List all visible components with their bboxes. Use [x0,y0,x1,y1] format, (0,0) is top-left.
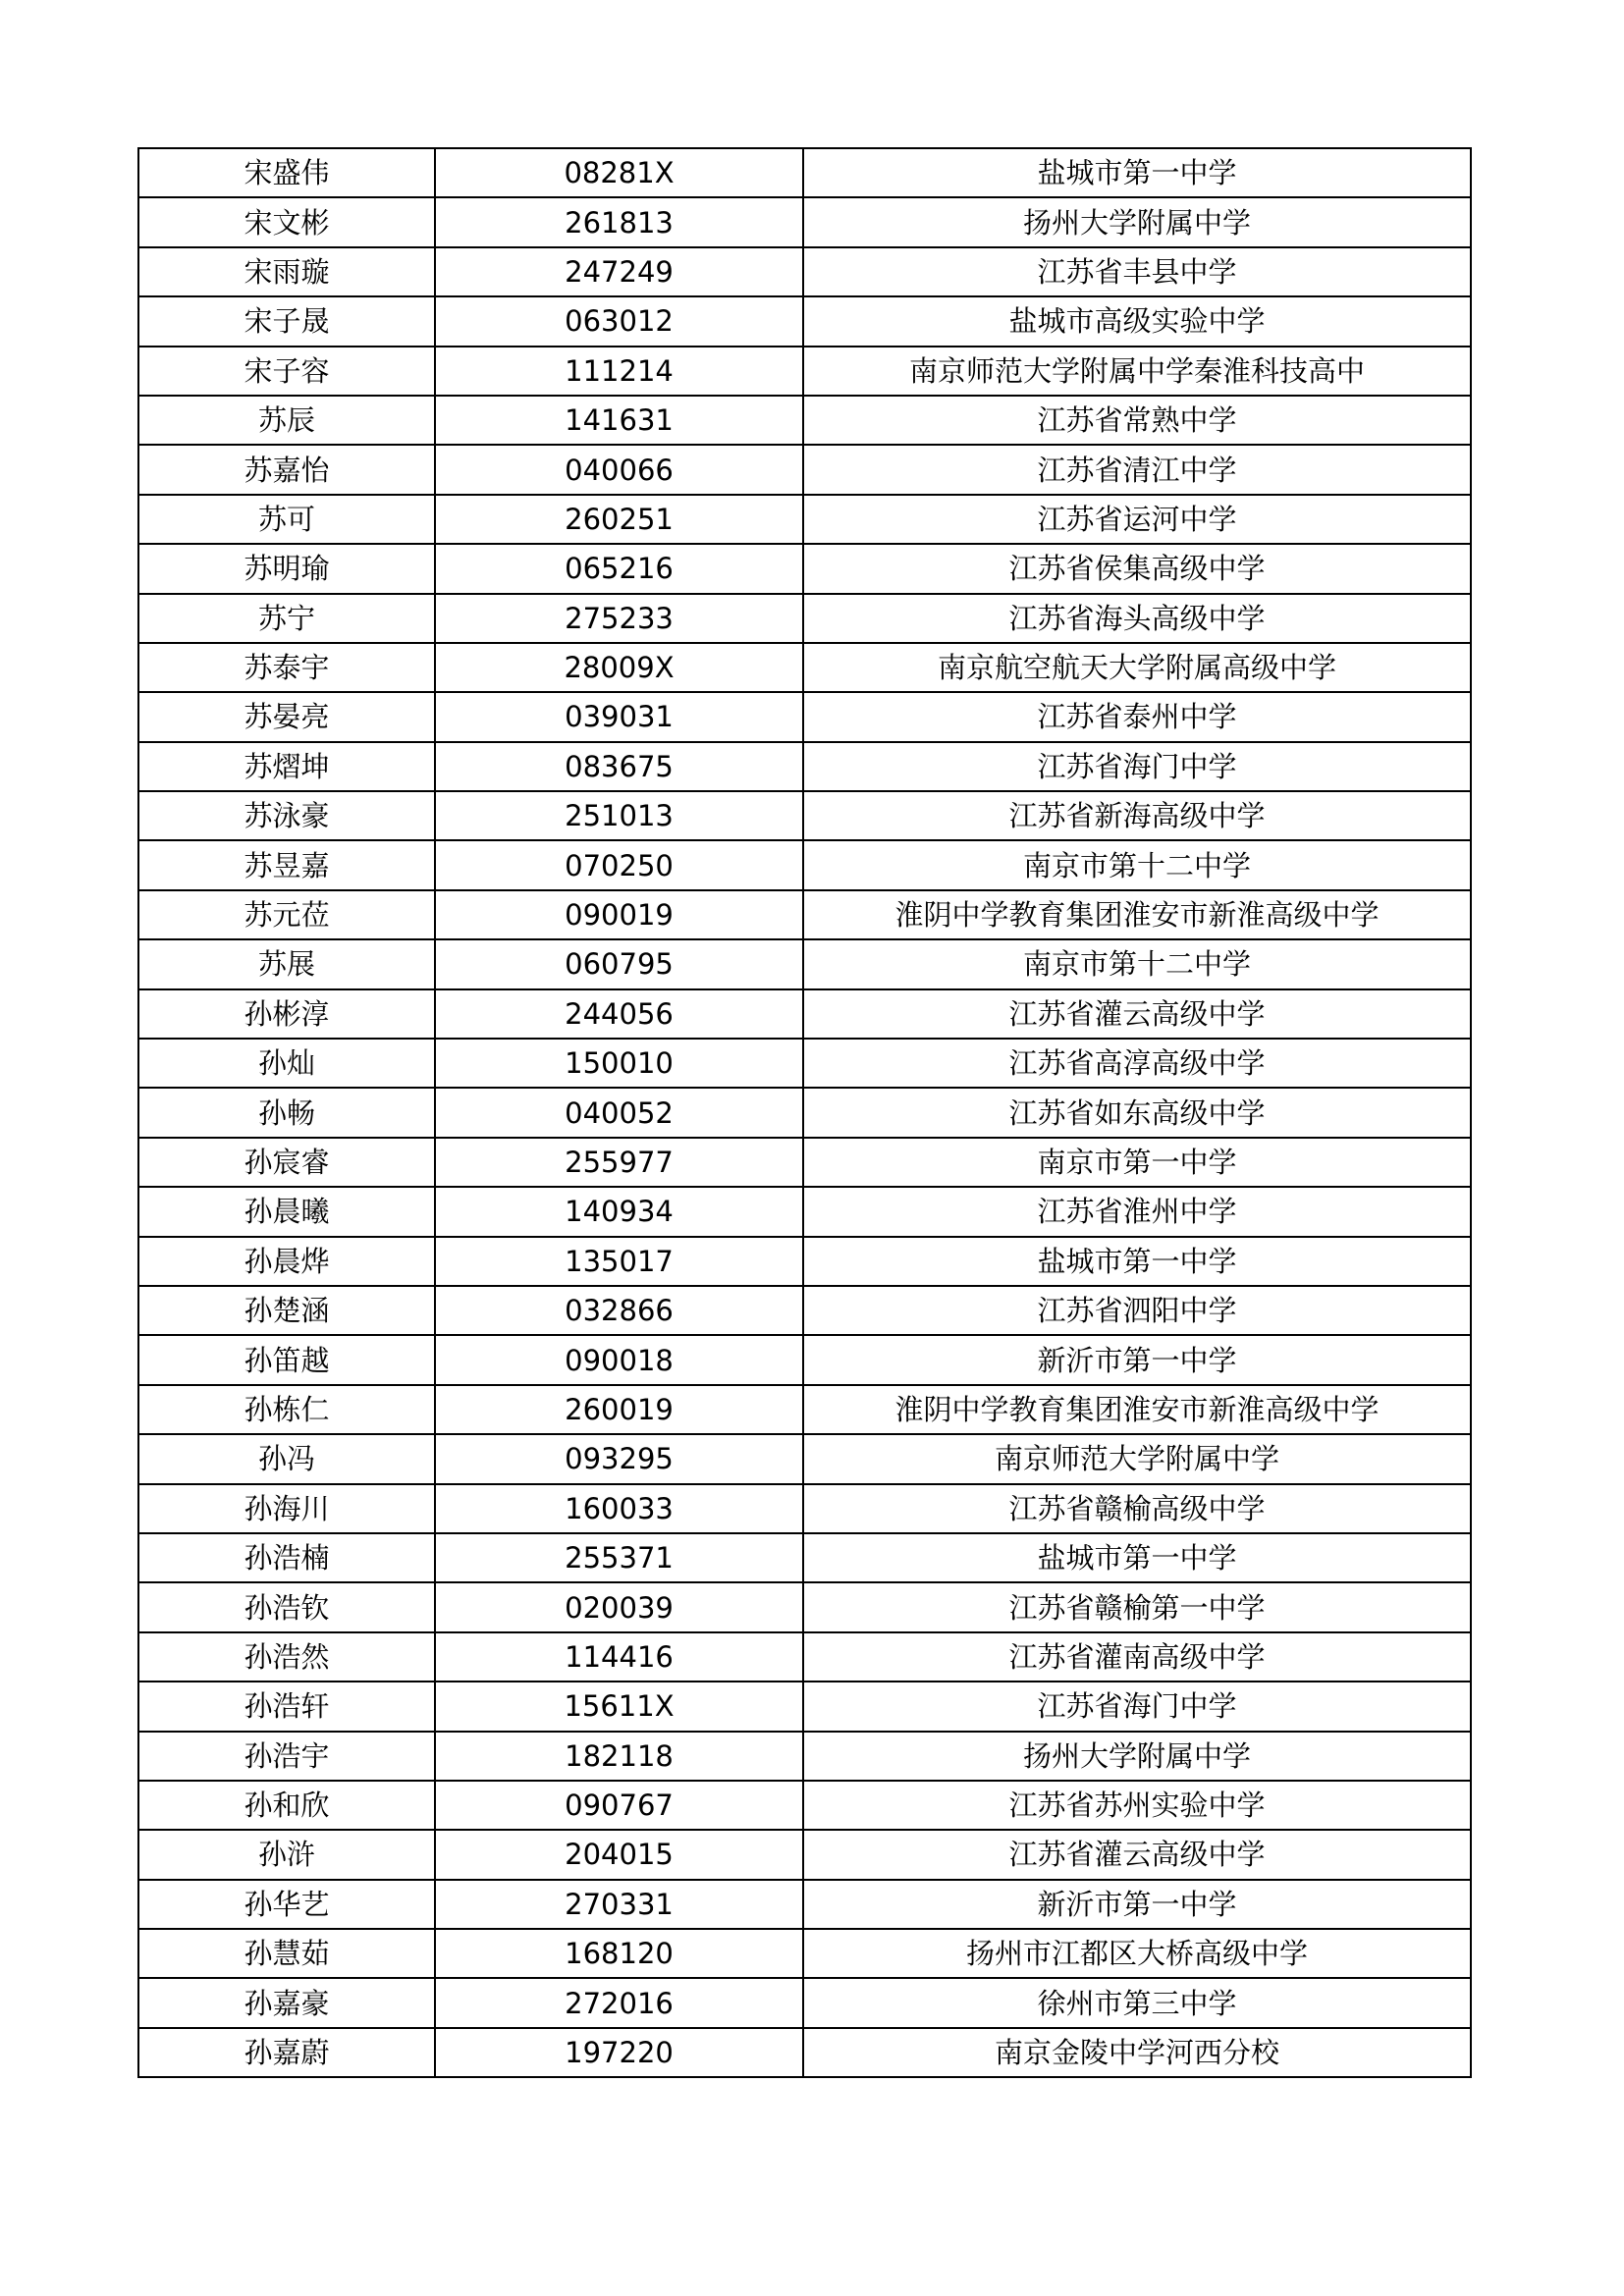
school-name-cell: 徐州市第三中学 [803,1978,1471,2027]
table-row [138,1880,1471,1929]
school-name-cell: 江苏省淮州中学 [803,1187,1471,1236]
student-name-cell: 孙和欣 [138,1781,435,1830]
table-row [138,594,1471,643]
table-row [138,1187,1471,1236]
school-name-cell: 盐城市第一中学 [803,148,1471,197]
student-name-cell: 宋子晟 [138,296,435,346]
school-name-cell: 新沂市第一中学 [803,1880,1471,1929]
student-id-cell: 251013 [435,791,803,840]
student-name-cell: 宋雨璇 [138,247,435,296]
student-id-cell: 15611X [435,1682,803,1731]
school-name-cell: 江苏省新海高级中学 [803,791,1471,840]
table-row [138,1335,1471,1384]
student-name-cell: 孙冯 [138,1434,435,1483]
student-id-cell: 040052 [435,1088,803,1137]
student-name-cell: 孙宸睿 [138,1138,435,1187]
table-row [138,1682,1471,1731]
student-name-cell: 苏辰 [138,396,435,445]
school-name-cell: 盐城市高级实验中学 [803,296,1471,346]
student-id-cell: 114416 [435,1632,803,1682]
student-name-cell: 孙笛越 [138,1335,435,1384]
student-name-cell: 孙海川 [138,1484,435,1533]
school-name-cell: 江苏省灌云高级中学 [803,989,1471,1039]
table-row [138,643,1471,692]
table-row [138,939,1471,988]
student-name-cell: 孙浩钦 [138,1582,435,1631]
table-row [138,1732,1471,1781]
student-id-cell: 090019 [435,890,803,939]
school-name-cell: 江苏省清江中学 [803,445,1471,494]
student-name-cell: 孙嘉豪 [138,1978,435,2027]
school-name-cell: 江苏省泰州中学 [803,692,1471,741]
student-name-cell: 孙彬淳 [138,989,435,1039]
table-row [138,1533,1471,1582]
table-row [138,692,1471,741]
table-row [138,1237,1471,1286]
student-id-cell: 261813 [435,197,803,246]
school-name-cell: 江苏省海头高级中学 [803,594,1471,643]
school-name-cell: 新沂市第一中学 [803,1335,1471,1384]
student-id-cell: 141631 [435,396,803,445]
school-name-cell: 盐城市第一中学 [803,1533,1471,1582]
student-name-cell: 宋文彬 [138,197,435,246]
table-row [138,1138,1471,1187]
student-name-cell: 孙华艺 [138,1880,435,1929]
student-name-cell: 苏宁 [138,594,435,643]
student-id-cell: 08281X [435,148,803,197]
table-row [138,890,1471,939]
table-row [138,495,1471,544]
student-name-cell: 苏可 [138,495,435,544]
school-name-cell: 江苏省丰县中学 [803,247,1471,296]
student-name-cell: 苏昱嘉 [138,840,435,889]
student-id-cell: 090767 [435,1781,803,1830]
student-name-cell: 孙慧茹 [138,1929,435,1978]
student-id-cell: 093295 [435,1434,803,1483]
table-row [138,791,1471,840]
school-name-cell: 江苏省泗阳中学 [803,1286,1471,1335]
school-name-cell: 扬州大学附属中学 [803,1732,1471,1781]
student-name-cell: 苏展 [138,939,435,988]
school-name-cell: 南京市第十二中学 [803,939,1471,988]
table-row [138,1039,1471,1088]
table-row [138,2028,1471,2077]
school-name-cell: 江苏省侯集高级中学 [803,544,1471,593]
student-name-cell: 苏元莅 [138,890,435,939]
table-row [138,1781,1471,1830]
student-id-cell: 204015 [435,1830,803,1879]
student-id-cell: 040066 [435,445,803,494]
school-name-cell: 淮阴中学教育集团淮安市新淮高级中学 [803,1385,1471,1434]
school-name-cell: 江苏省赣榆第一中学 [803,1582,1471,1631]
student-id-cell: 197220 [435,2028,803,2077]
student-id-cell: 255977 [435,1138,803,1187]
table-row [138,396,1471,445]
table-row [138,445,1471,494]
student-id-cell: 065216 [435,544,803,593]
student-name-cell: 孙晨曦 [138,1187,435,1236]
school-name-cell: 江苏省运河中学 [803,495,1471,544]
student-id-cell: 083675 [435,742,803,791]
table-row [138,1582,1471,1631]
student-id-cell: 247249 [435,247,803,296]
student-name-cell: 孙晨烨 [138,1237,435,1286]
student-name-cell: 苏晏亮 [138,692,435,741]
student-name-cell: 孙嘉蔚 [138,2028,435,2077]
student-id-cell: 270331 [435,1880,803,1929]
school-name-cell: 盐城市第一中学 [803,1237,1471,1286]
student-id-cell: 039031 [435,692,803,741]
table-row [138,1632,1471,1682]
student-id-cell: 255371 [435,1533,803,1582]
student-name-cell: 苏熠坤 [138,742,435,791]
school-name-cell: 江苏省海门中学 [803,742,1471,791]
table-row [138,1434,1471,1483]
student-id-cell: 272016 [435,1978,803,2027]
table-row [138,296,1471,346]
student-name-cell: 苏嘉怡 [138,445,435,494]
student-name-cell: 苏泳豪 [138,791,435,840]
table-row [138,148,1471,197]
student-id-cell: 260251 [435,495,803,544]
table-row [138,247,1471,296]
school-name-cell: 南京市第十二中学 [803,840,1471,889]
student-id-cell: 244056 [435,989,803,1039]
student-name-cell: 孙浩轩 [138,1682,435,1731]
student-name-cell: 孙栋仁 [138,1385,435,1434]
school-name-cell: 南京师范大学附属中学 [803,1434,1471,1483]
student-id-cell: 160033 [435,1484,803,1533]
student-name-cell: 孙楚涵 [138,1286,435,1335]
student-name-cell: 孙浩宇 [138,1732,435,1781]
school-name-cell: 南京金陵中学河西分校 [803,2028,1471,2077]
student-name-cell: 孙灿 [138,1039,435,1088]
school-name-cell: 江苏省赣榆高级中学 [803,1484,1471,1533]
student-name-cell: 孙畅 [138,1088,435,1137]
student-name-cell: 孙浩然 [138,1632,435,1682]
table-row [138,544,1471,593]
school-name-cell: 江苏省如东高级中学 [803,1088,1471,1137]
student-id-cell: 063012 [435,296,803,346]
student-name-cell: 孙浒 [138,1830,435,1879]
student-id-cell: 140934 [435,1187,803,1236]
table-row [138,1484,1471,1533]
table-row [138,1088,1471,1137]
table-row [138,197,1471,246]
table-row [138,840,1471,889]
student-id-cell: 020039 [435,1582,803,1631]
student-id-cell: 168120 [435,1929,803,1978]
student-id-cell: 275233 [435,594,803,643]
student-id-cell: 135017 [435,1237,803,1286]
student-id-cell: 090018 [435,1335,803,1384]
school-name-cell: 江苏省灌南高级中学 [803,1632,1471,1682]
student-name-cell: 孙浩楠 [138,1533,435,1582]
school-name-cell: 南京市第一中学 [803,1138,1471,1187]
student-id-cell: 260019 [435,1385,803,1434]
table-row [138,1385,1471,1434]
student-id-cell: 28009X [435,643,803,692]
student-id-cell: 150010 [435,1039,803,1088]
school-name-cell: 淮阴中学教育集团淮安市新淮高级中学 [803,890,1471,939]
school-name-cell: 江苏省高淳高级中学 [803,1039,1471,1088]
student-id-cell: 182118 [435,1732,803,1781]
student-id-cell: 032866 [435,1286,803,1335]
table-row [138,1978,1471,2027]
roster-table [137,147,1472,2078]
student-id-cell: 060795 [435,939,803,988]
student-name-cell: 宋盛伟 [138,148,435,197]
table-row [138,347,1471,396]
school-name-cell: 南京航空航天大学附属高级中学 [803,643,1471,692]
table-row [138,1929,1471,1978]
school-name-cell: 扬州市江都区大桥高级中学 [803,1929,1471,1978]
table-row [138,1830,1471,1879]
student-name-cell: 苏明瑜 [138,544,435,593]
table-row [138,742,1471,791]
school-name-cell: 江苏省灌云高级中学 [803,1830,1471,1879]
school-name-cell: 南京师范大学附属中学秦淮科技高中 [803,347,1471,396]
school-name-cell: 江苏省海门中学 [803,1682,1471,1731]
school-name-cell: 江苏省常熟中学 [803,396,1471,445]
school-name-cell: 扬州大学附属中学 [803,197,1471,246]
school-name-cell: 江苏省苏州实验中学 [803,1781,1471,1830]
student-id-cell: 111214 [435,347,803,396]
roster-body [138,148,1471,2077]
table-row [138,989,1471,1039]
table-row [138,1286,1471,1335]
student-name-cell: 苏泰宇 [138,643,435,692]
student-name-cell: 宋子容 [138,347,435,396]
student-id-cell: 070250 [435,840,803,889]
